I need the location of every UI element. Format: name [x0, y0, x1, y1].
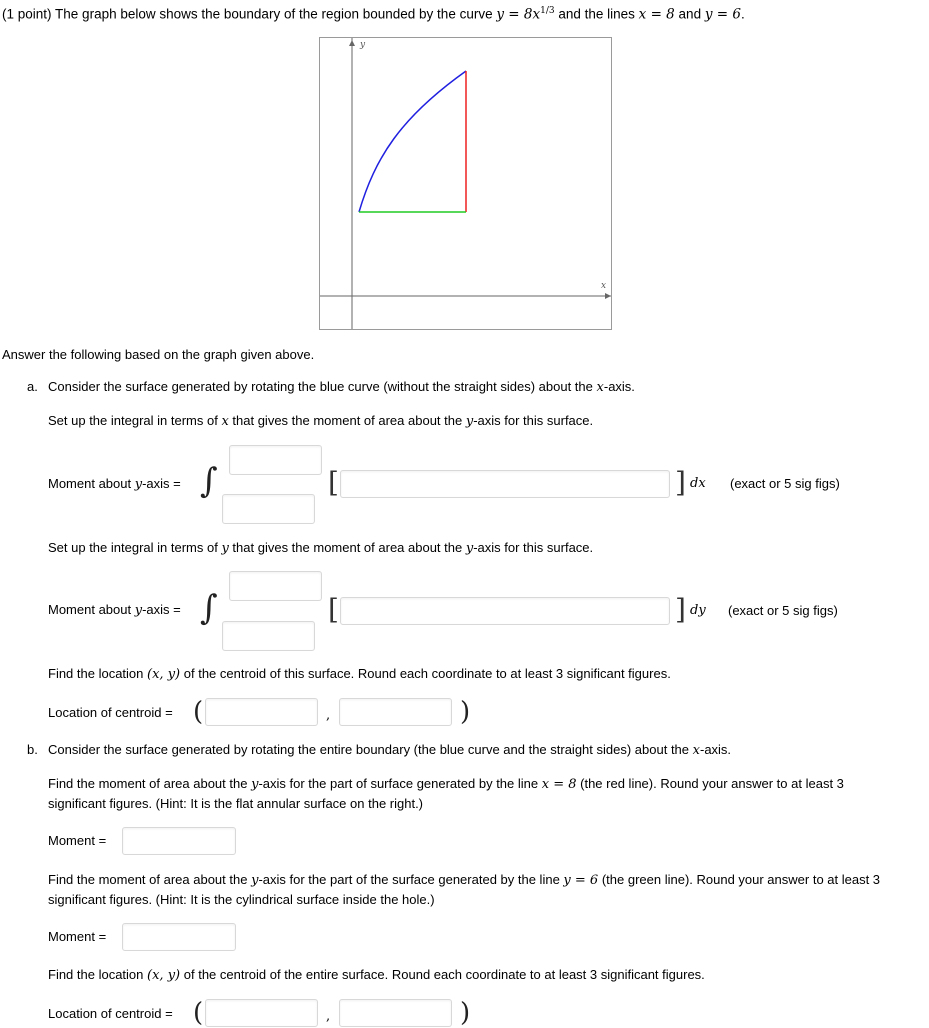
- right-bracket-dx: ]: [675, 466, 686, 499]
- b-q1-line: x = 8: [541, 777, 577, 792]
- q2-var: y: [221, 541, 229, 556]
- moment-1-label: Moment =: [48, 833, 107, 848]
- q1-axis: y: [465, 414, 474, 429]
- q1-text-3: -axis for this surface.: [473, 413, 594, 428]
- part-b-marker: b.: [27, 742, 38, 757]
- lower-limit-dy-input[interactable]: [222, 621, 315, 651]
- moment-y-label-var: y: [134, 603, 143, 618]
- graph-svg: [320, 38, 611, 329]
- line-y-eq: y = 6: [704, 6, 741, 23]
- moment-y-label-text: Moment about: [48, 602, 132, 617]
- b-q2-line: y = 6: [563, 873, 599, 888]
- q1-var: x: [221, 414, 229, 429]
- b-q2-text: Find the moment of area about the: [48, 872, 248, 887]
- graph-frame: [319, 37, 612, 330]
- centroid-b-comma: ,: [326, 1009, 331, 1024]
- moment-x-label-var: y: [134, 477, 143, 492]
- part-a-prompt-end: -axis.: [603, 379, 635, 394]
- integral-sign-dy: ∫: [200, 588, 218, 628]
- b-q1-text-2: -axis for the part of surface generated by the line: [258, 776, 539, 791]
- q3-text: Find the location: [48, 666, 144, 681]
- q3-coords: (x, y): [147, 667, 181, 682]
- centroid-a-close-paren: ): [460, 697, 471, 727]
- dx-label: dx: [690, 476, 706, 491]
- moment-2-input[interactable]: [122, 923, 236, 951]
- moment-x-label-end: -axis =: [142, 476, 181, 491]
- b-q2-text-2: -axis for the part of the surface generated by the line: [258, 872, 560, 887]
- centroid-b-open-paren: (: [193, 998, 204, 1028]
- y-axis-label: y: [360, 40, 366, 50]
- moment-y-label-end: -axis =: [142, 602, 181, 617]
- curve-equation: y = 8x: [496, 6, 541, 23]
- q2-axis: y: [465, 541, 474, 556]
- header-text-2: and the lines: [558, 6, 635, 22]
- centroid-b-close-paren: ): [460, 998, 471, 1028]
- moment-2-label: Moment =: [48, 929, 107, 944]
- instructions: Answer the following based on the graph given above.: [2, 347, 315, 362]
- upper-limit-dx-input[interactable]: [229, 445, 322, 475]
- q1-text: Set up the integral in terms of: [48, 413, 218, 428]
- part-b-q3: [48, 967, 705, 983]
- lower-limit-dx-input[interactable]: [222, 494, 315, 524]
- part-b-q2-line2: significant figures. (Hint: It is the cylindrical surface inside the hole.): [48, 892, 435, 907]
- centroid-a-open-paren: (: [193, 697, 204, 727]
- centroid-b-y-input[interactable]: [339, 999, 452, 1027]
- part-b-q1: [48, 776, 844, 792]
- part-a-q3: [48, 666, 671, 682]
- centroid-a-label: Location of centroid =: [48, 705, 173, 720]
- moment-x-label: [48, 476, 181, 492]
- part-a-prompt: [48, 379, 635, 395]
- curve-exponent: 1/3: [540, 6, 555, 16]
- b-q2-axis: y: [251, 873, 259, 888]
- x-axis-label: x: [601, 281, 607, 291]
- centroid-a-comma: ,: [326, 708, 331, 723]
- line-x-eq: x = 8: [638, 6, 675, 23]
- b-q3-text-2: of the centroid of the entire surface. Round each coordinate to at least 3 significant figures.: [183, 967, 705, 982]
- centroid-b-x-input[interactable]: [205, 999, 318, 1027]
- header-and: and: [678, 6, 702, 22]
- part-b-prompt-text: Consider the surface generated by rotating the entire boundary (the blue curve and the straight sides) about the: [48, 742, 690, 757]
- centroid-b-label: Location of centroid =: [48, 1006, 173, 1021]
- q2-text-2: that gives the moment of area about the: [232, 540, 463, 555]
- right-bracket-dy: ]: [675, 593, 686, 626]
- b-q1-axis: y: [251, 777, 259, 792]
- part-a-q1: [48, 413, 593, 429]
- b-q2-text-3: (the green line). Round your answer to at least 3: [601, 872, 881, 887]
- y-axis-arrow: [349, 40, 355, 46]
- part-b-prompt-end: -axis.: [699, 742, 732, 757]
- b-q3-coords: (x, y): [147, 968, 181, 983]
- part-a-axis: x: [596, 380, 604, 395]
- part-b-axis: x: [692, 743, 700, 758]
- blue-curve: [359, 71, 466, 212]
- q1-text-2: that gives the moment of area about the: [232, 413, 463, 428]
- integral-sign-dx: ∫: [200, 461, 218, 501]
- moment-y-label: [48, 602, 181, 618]
- part-b-q1-line2: significant figures. (Hint: It is the flat annular surface on the right.): [48, 796, 424, 811]
- integrand-dx-input[interactable]: [340, 470, 670, 498]
- b-q3-text: Find the location: [48, 967, 144, 982]
- q2-text: Set up the integral in terms of: [48, 540, 218, 555]
- b-q1-text: Find the moment of area about the: [48, 776, 248, 791]
- dx-note: (exact or 5 sig figs): [730, 476, 840, 491]
- centroid-a-y-input[interactable]: [339, 698, 452, 726]
- part-b-q2: [48, 872, 880, 888]
- upper-limit-dy-input[interactable]: [229, 571, 322, 601]
- b-q1-text-3: (the red line). Round your answer to at least 3: [580, 776, 844, 791]
- header-end: .: [740, 6, 745, 22]
- moment-1-input[interactable]: [122, 827, 236, 855]
- q2-text-3: -axis for this surface.: [473, 540, 594, 555]
- points-label: (1 point): [2, 6, 52, 22]
- dy-note: (exact or 5 sig figs): [728, 603, 838, 618]
- integrand-dy-input[interactable]: [340, 597, 670, 625]
- part-a-marker: a.: [27, 379, 38, 394]
- problem-header: [2, 6, 745, 23]
- part-a-q2: [48, 540, 593, 556]
- centroid-a-x-input[interactable]: [205, 698, 318, 726]
- part-a-prompt-text: Consider the surface generated by rotating the blue curve (without the straight sides) about the: [48, 379, 593, 394]
- left-bracket-dy: [: [328, 593, 339, 626]
- q3-text-2: of the centroid of this surface. Round each coordinate to at least 3 significant figures.: [183, 666, 671, 681]
- moment-x-label-text: Moment about: [48, 476, 132, 491]
- header-text: The graph below shows the boundary of the region bounded by the curve: [55, 6, 493, 22]
- part-b-prompt: [48, 742, 731, 758]
- x-axis-arrow: [605, 293, 611, 299]
- left-bracket-dx: [: [328, 466, 339, 499]
- dy-label: dy: [690, 603, 706, 618]
